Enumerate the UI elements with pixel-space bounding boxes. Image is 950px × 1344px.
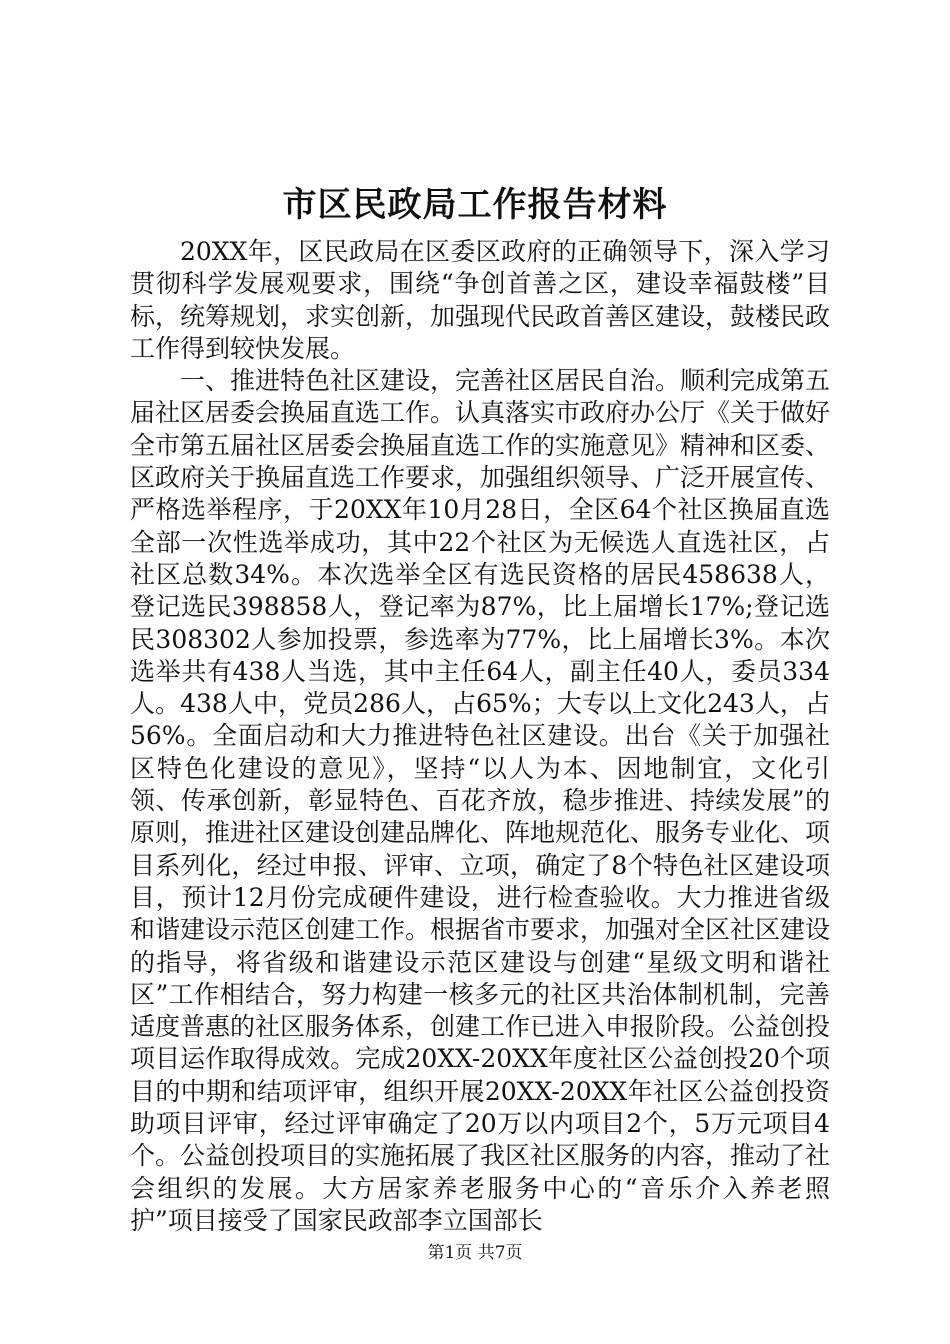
page-indicator: 第1页 共7页 (427, 1243, 523, 1263)
page-footer (0, 1241, 950, 1265)
document-body (130, 236, 830, 1237)
document-title: 市区民政局工作报告材料 (282, 185, 668, 225)
paragraph-section-one: 一、推进特色社区建设，完善社区居民自治。顺利完成第五届社区居委会换届直选工作。认真落实市政府办公厅《关于做好全市第五届社区居委会换届直选工作的实施意见》精神和区委、区政府关于换届直选工作要求，加强组织领导、广泛开展宣传、严格选举程序，于20XX年10月28日，全区64个社区换届直选全部一次性选举成功，其中22个社区为无候选人直选社区，占社区总数34%。本次选举全区有选民资格的居民458638人，登记选民398858人，登记率为87%，比上届增长17%;登记选民308302人参加投票，参选率为77%，比上届增长3%。本次选举共有438人当选，其中主任64人，副主任40人，委员334人。438人中，党员286人，占65%；大专以上文化243人，占56%。全面启动和大力推进特色社区建设。出台《关于加强社区特色化建设的意见》，坚持“以人为本、因地制宜，文化引领、传承创新，彰显特色、百花齐放，稳步推进、持续发展”的原则，推进社区建设创建品牌化、阵地规范化、服务专业化、项目系列化，经过申报、评审、立项，确定了8个特色社区建设项目，预计12月份完成硬件建设，进行检查验收。大力推进省级和谐建设示范区创建工作。根据省市要求，加强对全区社区建设的指导，将省级和谐建设示范区建设与创建“星级文明和谐社区”工作相结合，努力构建一核多元的社区共治体制机制，完善适度普惠的社区服务体系，创建工作已进入申报阶段。公益创投项目运作取得成效。完成20XX-20XX年度社区公益创投20个项目的中期和结项评审，组织开展20XX-20XX年社区公益创投资助项目评审，经过评审确定了20万以内项目2个，5万元项目4个。公益创投项目的实施拓展了我区社区服务的内容，推动了社会组织的发展。大方居家养老服务中心的“音乐介入养老照护”项目接受了国家民政部李立国部长 (130, 366, 831, 1235)
paragraph-intro: 20XX年，区民政局在区委区政府的正确领导下，深入学习贯彻科学发展观要求，围绕“争创首善之区，建设幸福鼓楼”目标，统筹规划，求实创新，加强现代民政首善区建设，鼓楼民政工作得到较快发展。 (130, 237, 831, 363)
